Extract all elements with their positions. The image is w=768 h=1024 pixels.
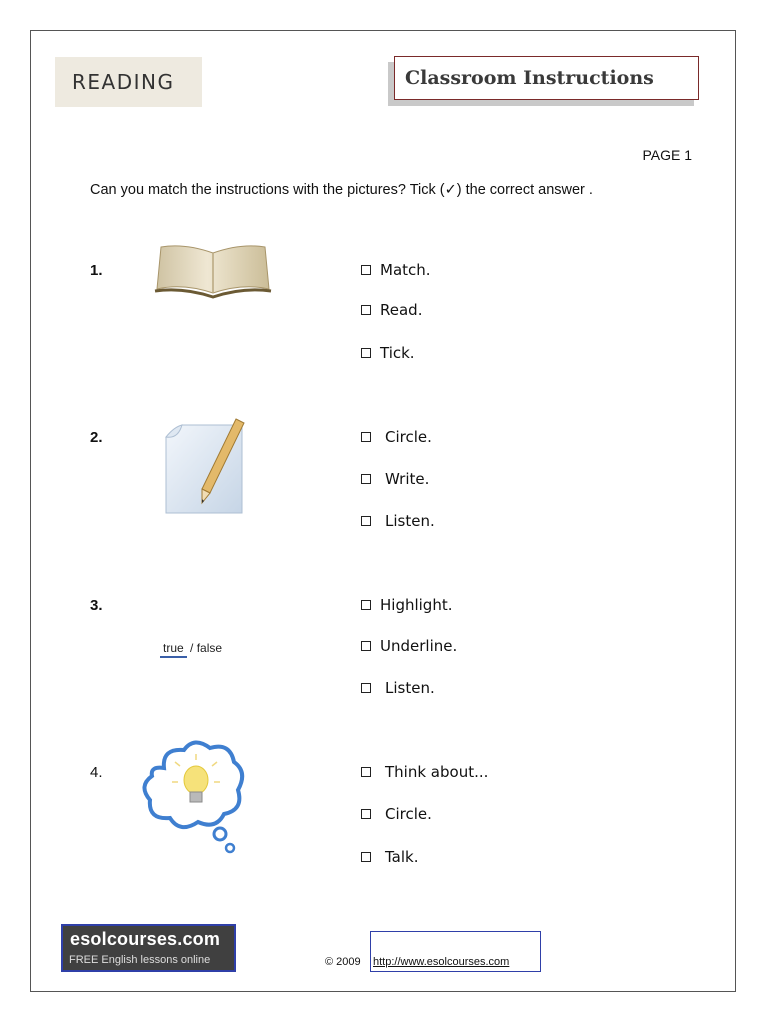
page-number: PAGE 1 xyxy=(642,147,692,163)
instruction-text: Can you match the instructions with the pictures? Tick (✓) the correct answer . xyxy=(90,182,593,198)
checkbox[interactable] xyxy=(361,265,371,275)
thought-bubble-lightbulb-icon xyxy=(142,738,248,858)
underlined-word: true xyxy=(160,641,187,658)
copyright: © 2009 xyxy=(325,956,361,968)
paper-pencil-icon xyxy=(164,417,246,515)
q1-option-1[interactable]: Match. xyxy=(361,261,431,279)
page-title: Classroom Instructions xyxy=(394,56,699,100)
true-false-picture xyxy=(160,641,222,655)
checkbox[interactable] xyxy=(361,474,371,484)
q1-option-3[interactable]: Tick. xyxy=(361,344,415,362)
q4-option-3[interactable]: Talk. xyxy=(361,848,419,866)
separator: / xyxy=(190,641,194,655)
checkbox[interactable] xyxy=(361,600,371,610)
checkbox[interactable] xyxy=(361,767,371,777)
checkbox[interactable] xyxy=(361,683,371,693)
question-4-number: 4. xyxy=(90,764,103,781)
q1-option-2[interactable]: Read. xyxy=(361,301,422,319)
section-label: READING xyxy=(55,57,202,107)
q4-option-2[interactable]: Circle. xyxy=(361,805,432,823)
website-link[interactable]: http://www.esolcourses.com xyxy=(373,956,510,968)
checkbox[interactable] xyxy=(361,305,371,315)
q2-option-2[interactable]: Write. xyxy=(361,470,429,488)
q3-option-2[interactable]: Underline. xyxy=(361,637,457,655)
esolcourses-logo[interactable] xyxy=(61,924,236,972)
checkbox[interactable] xyxy=(361,432,371,442)
checkbox[interactable] xyxy=(361,516,371,526)
checkbox[interactable] xyxy=(361,809,371,819)
question-1-number: 1. xyxy=(90,262,103,279)
question-2-number: 2. xyxy=(90,429,103,446)
checkbox[interactable] xyxy=(361,641,371,651)
logo-subtitle: FREE English lessons online xyxy=(69,954,211,966)
question-3-number: 3. xyxy=(90,597,103,614)
other-word: false xyxy=(196,641,223,655)
logo-title: esolcourses.com xyxy=(70,929,221,949)
q3-option-1[interactable]: Highlight. xyxy=(361,596,453,614)
q2-option-1[interactable]: Circle. xyxy=(361,428,432,446)
checkbox[interactable] xyxy=(361,852,371,862)
q2-option-3[interactable]: Listen. xyxy=(361,512,435,530)
open-book-icon xyxy=(153,241,273,299)
q4-option-1[interactable]: Think about... xyxy=(361,763,488,781)
q3-option-3[interactable]: Listen. xyxy=(361,679,435,697)
checkbox[interactable] xyxy=(361,348,371,358)
